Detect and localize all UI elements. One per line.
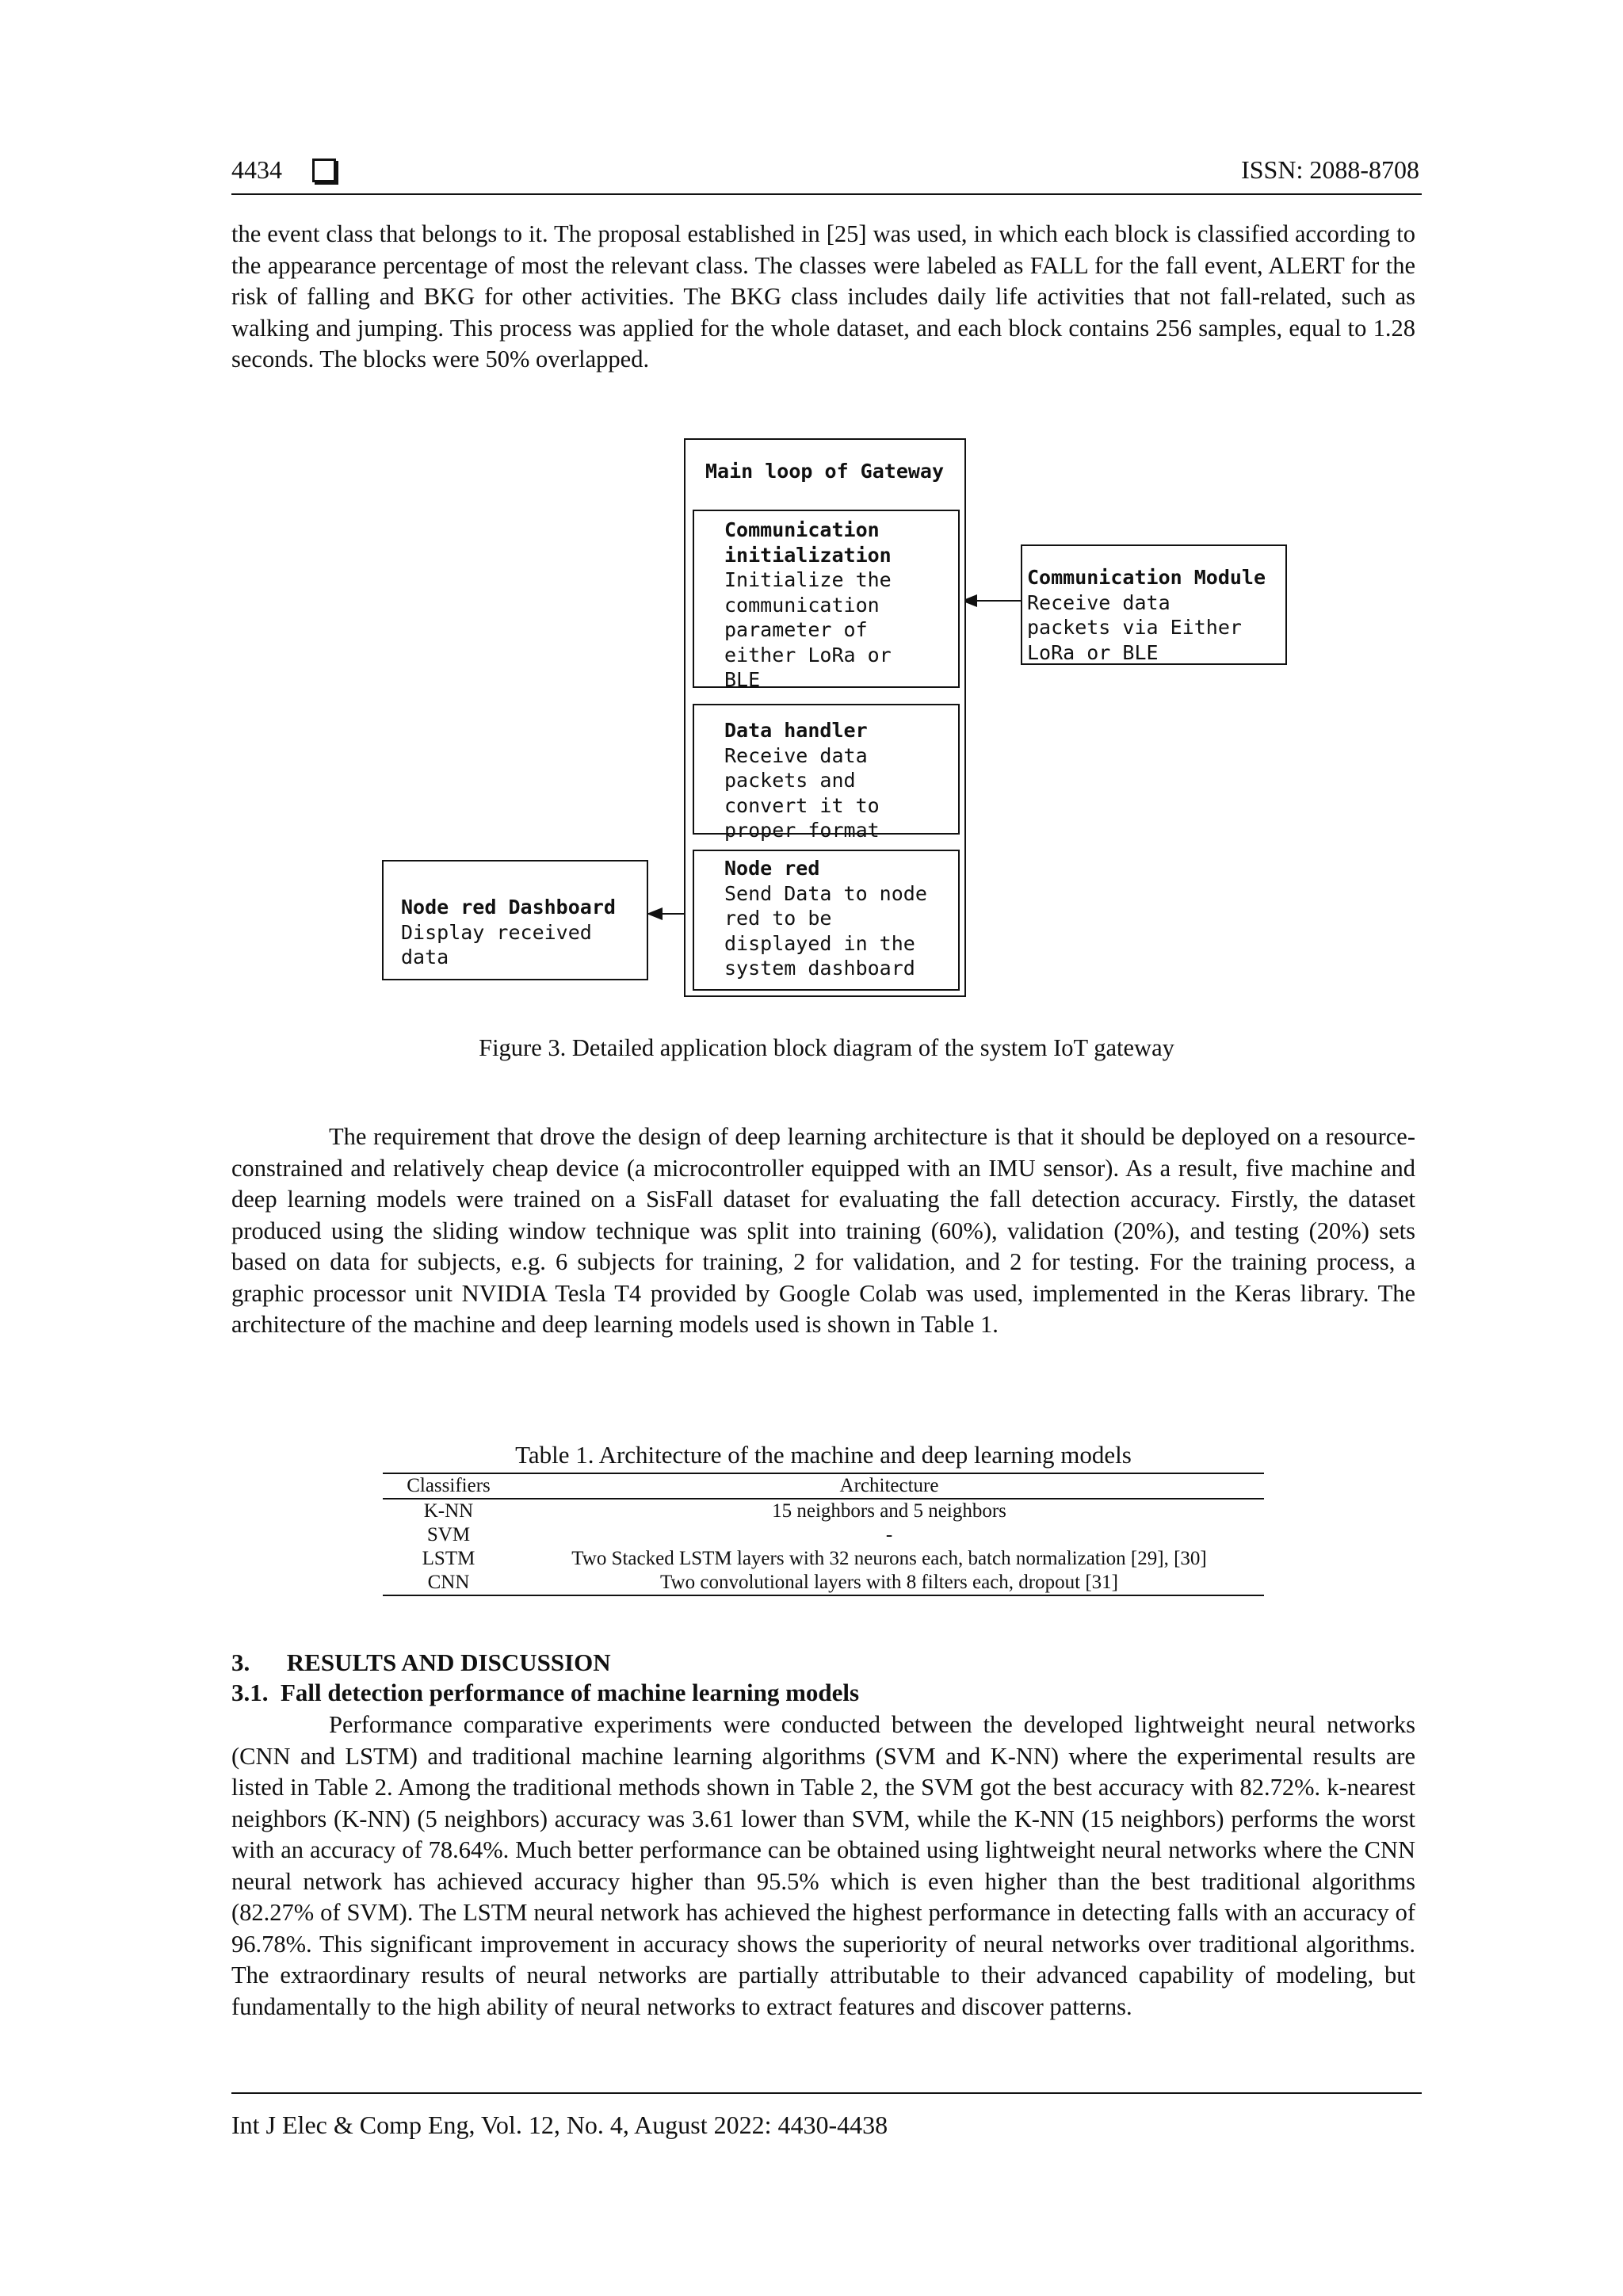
comm-module-box xyxy=(1021,544,1287,665)
gateway-block-diagram xyxy=(372,432,1284,1003)
footer-citation: Int J Elec & Comp Eng, Vol. 12, No. 4, August 2022: 4430-4438 xyxy=(231,2111,888,2139)
dashboard-body: Display received data xyxy=(401,920,592,968)
data-handler-box xyxy=(693,704,960,842)
section-3-1-heading: 3.1. Fall detection performance of machine learning models xyxy=(231,1679,860,1706)
data-handler-title: Data handler xyxy=(724,719,868,742)
figure-3-caption: Figure 3. Detailed application block diagram of the system IoT gateway xyxy=(479,1034,1174,1061)
table-cell: K-NN xyxy=(423,1500,474,1522)
footer-rule xyxy=(231,2092,1422,2094)
paragraph-architecture: The requirement that drove the design of deep learning architecture is that it should be deployed on a resource-constrained and relatively cheap device (a microcontroller equipped with an IMU sensor). As a result, five machine and deep learning models were trained on a SisFall dataset for evaluating the fall detection accuracy. Firstly, the dataset produced using the sliding window technique was split into training (60%), validation (20%), and testing (20%) sets based on data for subjects, e.g. 6 subjects for training, 2 for validation, and 2 for testing. For the training process, a graphic processor unit NVIDIA Tesla T4 provided by Google Colab was used, implemented in the Keras library. The architecture of the machine and deep learning models used is shown in Table 1. xyxy=(231,1123,1415,1338)
main-loop-title: Main loop of Gateway xyxy=(705,460,945,483)
comm-module-title: Communication Module xyxy=(1027,566,1266,589)
table-cell: Two convolutional layers with 8 filters each, dropout [31] xyxy=(514,1571,1264,1595)
comm-init-title: Communication initialization xyxy=(724,518,892,567)
section-3-heading: 3. RESULTS AND DISCUSSION xyxy=(231,1648,611,1676)
table-cell: Two Stacked LSTM layers with 32 neurons each, batch normalization [29], [30] xyxy=(571,1548,1207,1569)
header-rule xyxy=(231,193,1422,195)
table-row xyxy=(383,1523,1264,1547)
table-row xyxy=(383,1547,1264,1571)
paragraph-results: Performance comparative experiments were conducted between the developed lightweight neural networks (CNN and LSTM) and traditional machine learning algorithms (SVM and K-NN) where the experimental results are listed in Table 2. Among the traditional methods shown in Table 2, the SVM got the best accuracy with 82.72%. k-nearest neighbors (K-NN) (5 neighbors) accuracy was 3.61 lower than SVM, while the K-NN (15 neighbors) performs the worst with an accuracy of 78.64%. Much better performance can be obtained using lightweight neural networks where the CNN neural network has achieved accuracy higher than 95.5% which is even higher than the best traditional algorithms (82.27% of SVM). The LSTM neural network has achieved the highest performance in detecting falls with an accuracy of 96.78%. This significant improvement in accuracy shows the superiority of neural networks over traditional algorithms. The extraordinary results of neural networks are partially attributable to their advanced capability of modeling, but fundamentally to the high ability of neural networks to extract features and discover patterns. xyxy=(231,1711,1415,2020)
issn-label: ISSN: 2088-8708 xyxy=(1241,155,1419,184)
table-cell: LSTM xyxy=(422,1548,475,1569)
table-cell: 15 neighbors and 5 neighbors xyxy=(772,1500,1006,1522)
table-row xyxy=(383,1571,1264,1595)
paragraph-event-class: the event class that belongs to it. The proposal established in [25] was used, in which each block is classified according to the appearance percentage of most the relevant class. The classes were labeled as FALL for the fall event, ALERT for the risk of falling and BKG for other activities. The BKG class includes daily life activities that not fall-related, such as walking and jumping. This process was applied for the whole dataset, and each block contains 256 samples, equal to 1.28 seconds. The blocks were 50% overlapped. xyxy=(231,220,1415,372)
dashboard-title: Node red Dashboard xyxy=(401,896,616,919)
page-number: 4434 xyxy=(231,155,282,184)
comm-init-body: Initialize the communication parameter of either LoRa or BLE xyxy=(724,568,892,691)
table-header-cell: Classifiers xyxy=(383,1473,514,1499)
node-red-title: Node red xyxy=(724,857,820,880)
page-header-left xyxy=(231,155,336,185)
table-row xyxy=(383,1499,1264,1523)
square-bullet-icon xyxy=(312,159,336,182)
table-cell: - xyxy=(885,1524,893,1545)
comm-module-body: Receive data packets via Either LoRa or BLE xyxy=(1027,590,1242,664)
node-red-body: Send Data to node red to be displayed in the system dashboard xyxy=(724,881,927,980)
dashboard-box xyxy=(382,860,648,980)
comm-init-box xyxy=(693,510,960,691)
table-cell: CNN xyxy=(383,1571,514,1595)
table-header-row xyxy=(383,1473,1264,1499)
table-1-caption: Table 1. Architecture of the machine and deep learning models xyxy=(515,1441,1132,1469)
architecture-table xyxy=(383,1473,1264,1596)
node-red-box xyxy=(693,850,960,991)
table-header-cell: Architecture xyxy=(514,1473,1264,1499)
table-cell: SVM xyxy=(426,1524,471,1545)
data-handler-body: Receive data packets and convert it to proper format xyxy=(724,743,880,842)
